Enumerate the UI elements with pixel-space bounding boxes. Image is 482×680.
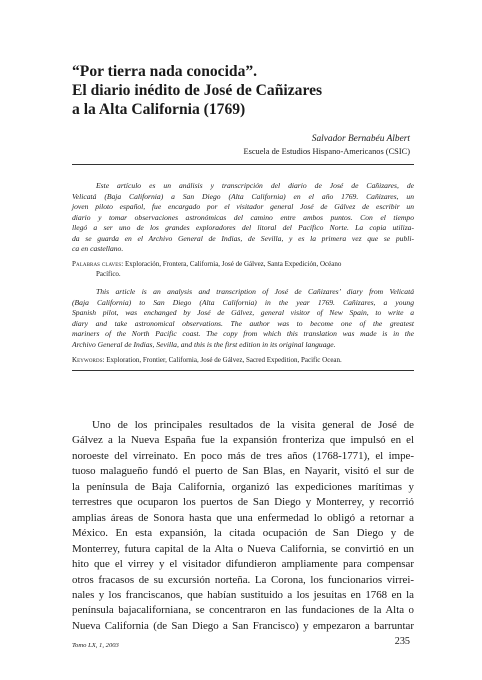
title-line: El diario inédito de José de Cañizares [72, 82, 323, 99]
body-line: otros fracasos de su excursión norteña. La Corona, los funcionarios virrei- [72, 573, 414, 586]
keywords-spanish [72, 259, 414, 279]
keywords-text: : Exploration, Frontier, California, José de Gálvez, Sacred Expedition, Pacific Ocean. [102, 356, 342, 364]
abstract-line: llegó a ser uno de los grandes exploradores del litoral del Pacífico Norte. La copia utiliza- [72, 223, 414, 233]
body-line: amplias áreas de Sonora hasta que una enfermedad lo obligó a retornar a [72, 511, 414, 524]
abstract-line: diary and take astronomical observations. The author was to become one of the greatest [72, 318, 414, 328]
abstract-line: (Baja California) to San Diego (Alta California) in the year 1769. Cañizares, a young [72, 297, 414, 307]
abstract-line: Spanish pilot, was enchanged by José de Gálvez, general visitor of New Spain, to write a [72, 308, 414, 318]
keywords-text: : Exploración, Frontera, California, José de Gálvez, Santa Expedición, Océano [121, 260, 342, 268]
body-line: hito que el virrey y el visitador difundieron ampliamente para compensar [72, 558, 414, 571]
body-line: terrestres que ocuparon los puertos de San Diego y Monterrey, y recorrió [72, 496, 414, 509]
author-name: Salvador Bernabéu Albert [311, 134, 410, 144]
abstract-line: da se guarda en el Archivo General de Indias, de Sevilla, y es la primera vez que se publi- [72, 233, 414, 243]
abstract-line: diario y tomar observaciones astronómicas del camino entre ambos puntos. Con el tiempo [72, 212, 414, 222]
keywords-text-continued: Pacífico. [96, 270, 121, 278]
header-divider [72, 164, 414, 165]
keywords-label: Keywords [72, 356, 103, 364]
page-number: 235 [394, 636, 410, 647]
body-line: la península de Baja California, organizó las expediciones marítimas y [72, 480, 414, 493]
abstract-line: This article is an analysis and transcription of José de Cañizares’ diary from Velicatá [96, 287, 414, 296]
abstract-line: ca en castellano. [72, 244, 124, 254]
article-title [72, 62, 422, 119]
volume-info: Tomo LX, 1, 2003 [72, 642, 119, 649]
title-line: a la Alta California (1769) [72, 101, 246, 118]
abstract-line: Velicatá (Baja California) a San Diego (Alta California) en el año 1769. Cañizares, un [72, 191, 414, 201]
body-line: noroeste del virreinato. En poco más de tres años (1768-1771), el impe- [72, 449, 414, 462]
body-text [72, 418, 414, 634]
body-line: Monterrey, futura capital de la Alta o Nueva California, se convirtió en un [72, 542, 414, 555]
body-line: Nueva California (de San Diego a San Francisco) y empezaron a barruntar [72, 619, 414, 632]
body-line: península bajacaliforniana, se concentraron en las fundaciones de la Alta o [72, 604, 414, 617]
abstract-divider [72, 370, 414, 371]
body-line: tuoso malagueño fundó el puerto de San Blas, en Nayarit, visitó el sur de [72, 465, 414, 478]
body-line: Gálvez a la Nueva España fue la expansión fronteriza que impulsó en el [72, 434, 414, 447]
abstract-spanish [72, 181, 414, 255]
abstract-line: Este artículo es un análisis y transcripción del diario de José de Cañizares, de [96, 181, 414, 190]
keywords-english [72, 355, 414, 365]
abstract-line: Archivo General de Indias, Sevilla, and this is the first edition in its original language. [72, 339, 336, 349]
title-line: “Por tierra nada conocida”. [72, 63, 258, 80]
abstract-line: joven piloto español, fue encargado por el visitador general José de Gálvez de escribir un [72, 202, 414, 212]
body-line: México. En esta expansión, la citada ocupación de San Diego y de [72, 527, 414, 540]
abstract-english [72, 287, 414, 350]
body-line: nales y los franciscanos, que habían sustituido a los jesuitas en 1768 en la [72, 588, 414, 601]
abstract-line: mariners of the North Pacific coast. The copy from which this translation was made is in the [72, 329, 414, 339]
author-affiliation: Escuela de Estudios Hispano-Americanos (CSIC) [243, 147, 410, 156]
body-line: Uno de los principales resultados de la visita general de José de [92, 419, 414, 431]
keywords-label: Palabras claves [72, 260, 122, 268]
